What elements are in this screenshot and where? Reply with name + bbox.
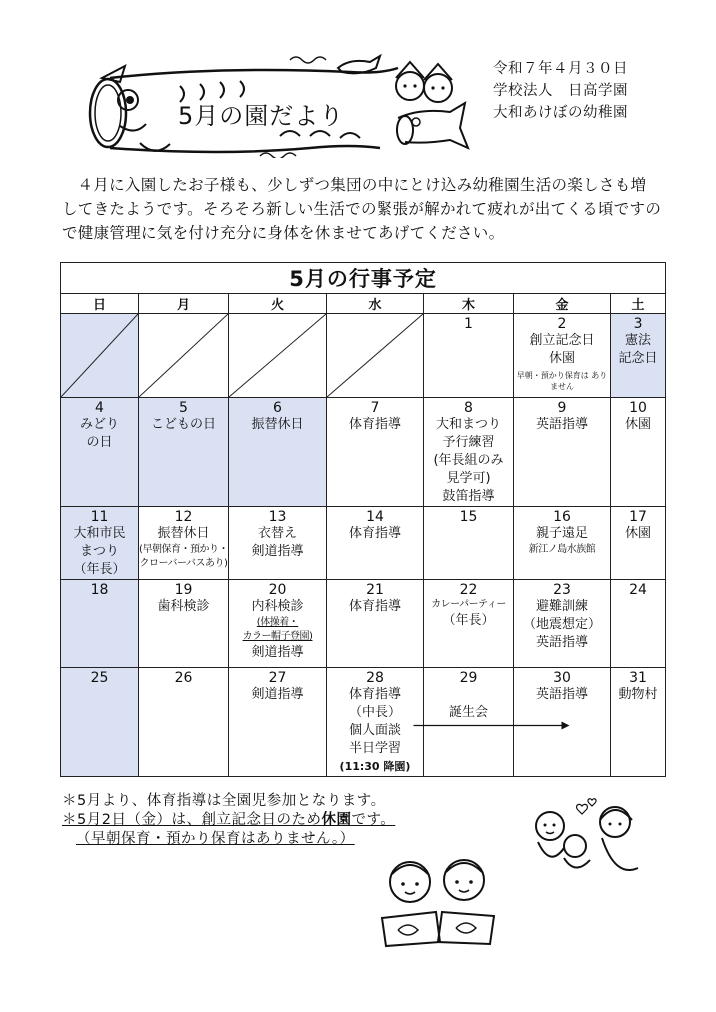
event-text: 体育指導 (348, 599, 401, 614)
day-number: 27 (268, 670, 287, 686)
day-number: 3 (633, 316, 643, 332)
calendar-day-cell-thu (424, 580, 514, 668)
day-number: 26 (174, 670, 193, 686)
calendar-weeks (61, 314, 666, 777)
calendar-day-cell-tue (229, 507, 327, 580)
calendar-day-cell-mon (139, 668, 229, 777)
event-text-small: 新江ノ島水族館 (528, 544, 596, 555)
event-text: 大和まつり (435, 417, 501, 432)
event-text-small: カレーパーティー (431, 599, 506, 610)
dow-tue: 火 (229, 294, 327, 314)
event-text: 創立記念日 (529, 333, 595, 348)
school-name: 大和あけぼの幼稚園 (493, 105, 628, 121)
event-text: 英語指導 (535, 635, 588, 650)
day-number: 6 (273, 400, 282, 416)
blank-day-slash (139, 314, 228, 397)
day-number: 17 (629, 509, 647, 525)
note-line-2-post: です。 (351, 812, 396, 828)
event-text: （年長） (73, 562, 126, 577)
calendar-week-row (61, 668, 666, 777)
event-text: 鼓笛指導 (442, 489, 495, 504)
dow-thu: 木 (424, 294, 514, 314)
event-text: 記念日 (618, 351, 658, 366)
day-number: 18 (90, 582, 109, 598)
dow-mon: 月 (139, 294, 229, 314)
calendar-day-cell-mon (139, 580, 229, 668)
event-calendar (60, 262, 666, 777)
dow-sat: 土 (611, 294, 666, 314)
day-number: 5 (179, 400, 188, 416)
event-text: 体育指導 (348, 526, 401, 541)
note-line-2 (62, 811, 395, 830)
calendar-day-cell-sat (611, 398, 666, 507)
event-text: 休園 (548, 351, 575, 366)
day-number: 24 (629, 582, 647, 598)
calendar-day-cell-fri (514, 507, 611, 580)
day-number: 30 (553, 670, 571, 686)
calendar-day-cell-mon (139, 314, 229, 398)
family-illustration (520, 798, 650, 878)
day-number: 8 (464, 400, 473, 416)
blank-day-slash (327, 314, 423, 397)
event-note: 早朝・預かり保育は ありません (516, 371, 608, 391)
event-text: 予行練習 (442, 435, 495, 450)
day-number: 4 (95, 400, 104, 416)
event-text: 振替休日 (157, 526, 210, 541)
event-text: 体育指導 (348, 417, 401, 432)
note-line-3: （早朝保育・預かり保育はありません。） (76, 831, 355, 847)
day-number: 2 (557, 316, 567, 332)
day-number: 14 (366, 509, 384, 525)
event-text: （地震想定） (522, 617, 601, 632)
day-number: 22 (459, 582, 478, 598)
header-block (493, 58, 628, 124)
calendar-day-cell-sat (611, 580, 666, 668)
calendar-day-cell-wed (327, 398, 424, 507)
event-text: 避難訓練 (535, 599, 588, 614)
event-text: 個人面談 (348, 723, 401, 738)
event-text: 休園 (625, 417, 652, 432)
calendar-day-cell-thu (424, 398, 514, 507)
banner-title: 5月の園だより (178, 102, 345, 130)
event-text: 英語指導 (535, 417, 588, 432)
event-text: 内科検診 (251, 599, 304, 614)
notes-block (62, 792, 395, 849)
event-text: 歯科検診 (157, 599, 210, 614)
event-text: みどり (79, 417, 119, 432)
calendar-day-cell-thu (424, 668, 514, 777)
children-drawing-illustration (378, 858, 498, 948)
day-number: 10 (629, 400, 647, 416)
calendar-day-cell-sun (61, 398, 139, 507)
event-text-underlined: カラー帽子登園) (242, 631, 313, 642)
intro-text: ４月に入園したお子様も、少しずつ集団の中にとけ込み幼稚園生活の楽しさも増してきたようです。そろそろ新しい生活での緊張が解かれて疲れが出てくる頃ですので健康管理に気を付け充分に身体を休ませてあげてください。 (62, 176, 662, 242)
event-text: (年長組のみ (433, 453, 504, 468)
day-number: 31 (629, 670, 647, 686)
calendar-day-cell-sun (61, 314, 139, 398)
note-line-1: ＊5月より、体育指導は全園児参加となります。 (62, 793, 386, 809)
event-text: （中長） (348, 705, 401, 720)
calendar-day-cell-tue (229, 580, 327, 668)
calendar-day-cell-sat (611, 314, 666, 398)
calendar-day-cell-wed (327, 507, 424, 580)
calendar-day-cell-thu (424, 507, 514, 580)
calendar-day-cell-sun (61, 580, 139, 668)
event-text: 大和市民 (73, 526, 126, 541)
event-text: 剣道指導 (251, 687, 304, 702)
day-of-week-header (61, 294, 666, 314)
calendar-week-row (61, 507, 666, 580)
day-number: 21 (366, 582, 384, 598)
event-text: まつり (79, 544, 119, 559)
day-number: 1 (464, 316, 473, 332)
event-text (424, 686, 513, 704)
day-number: 12 (174, 509, 193, 525)
day-number: 28 (366, 670, 384, 686)
calendar-day-cell-wed (327, 314, 424, 398)
event-text: 休園 (625, 526, 652, 541)
calendar-day-cell-tue (229, 668, 327, 777)
calendar-week-row (61, 314, 666, 398)
day-number: 11 (90, 509, 109, 525)
calendar-day-cell-sun (61, 507, 139, 580)
calendar-day-cell-tue (229, 398, 327, 507)
day-number: 19 (174, 582, 193, 598)
dow-fri: 金 (514, 294, 611, 314)
calendar-week-row (61, 398, 666, 507)
note-line-2-pre: ＊5月2日（金）は、創立記念日のため (62, 812, 322, 828)
event-text: 体育指導 (348, 687, 401, 702)
calendar-day-cell-fri (514, 580, 611, 668)
calendar-day-cell-sat (611, 507, 666, 580)
day-number: 9 (557, 400, 567, 416)
calendar-day-cell-sat (611, 668, 666, 777)
organization-name: 学校法人 日高学園 (493, 83, 628, 99)
dow-wed: 水 (327, 294, 424, 314)
event-text: 憲法 (625, 333, 652, 348)
calendar-week-row (61, 580, 666, 668)
day-number: 29 (459, 670, 478, 686)
event-text-bold: (11:30 降園) (339, 760, 411, 773)
event-text: （年長） (442, 613, 495, 628)
event-text-small: (早朝保育・預かり・ (139, 544, 228, 555)
dow-sun: 日 (61, 294, 139, 314)
day-number: 13 (268, 509, 287, 525)
event-text: の日 (86, 435, 113, 450)
note-line-2-bold: 休園 (321, 812, 352, 828)
event-text: 剣道指導 (251, 645, 304, 660)
calendar-day-cell-tue (229, 314, 327, 398)
calendar-day-cell-fri (514, 314, 611, 398)
event-text: 振替休日 (251, 417, 304, 432)
event-text: 英語指導 (535, 687, 588, 702)
day-number: 25 (90, 670, 109, 686)
event-text: 動物村 (618, 687, 658, 702)
event-text: 剣道指導 (251, 544, 304, 559)
issue-date: 令和７年４月３０日 (493, 61, 628, 77)
event-text: こどもの日 (150, 417, 216, 432)
event-text: 衣替え (257, 526, 297, 541)
calendar-day-cell-mon (139, 398, 229, 507)
calendar-day-cell-wed (327, 668, 424, 777)
calendar-day-cell-fri (514, 398, 611, 507)
calendar-day-cell-wed (327, 580, 424, 668)
calendar-day-cell-mon (139, 507, 229, 580)
calendar-day-cell-sun (61, 668, 139, 777)
event-text-underlined: (体操着・ (256, 617, 299, 628)
calendar-day-cell-thu (424, 314, 514, 398)
event-text: 見学可) (446, 471, 491, 486)
blank-day-slash (61, 314, 138, 397)
calendar-title: 5月の行事予定 (61, 263, 666, 294)
event-text: 半日学習 (348, 741, 401, 756)
day-number: 16 (553, 509, 571, 525)
intro-paragraph (62, 173, 662, 245)
day-number: 7 (370, 400, 380, 416)
event-text: 誕生会 (448, 705, 488, 720)
day-number: 23 (553, 582, 571, 598)
event-text-small: クローバーバスあり) (139, 558, 228, 569)
blank-day-slash (229, 314, 326, 397)
event-text: 親子遠足 (535, 526, 588, 541)
day-number: 15 (459, 509, 478, 525)
calendar-day-cell-fri (514, 668, 611, 777)
day-number: 20 (268, 582, 287, 598)
